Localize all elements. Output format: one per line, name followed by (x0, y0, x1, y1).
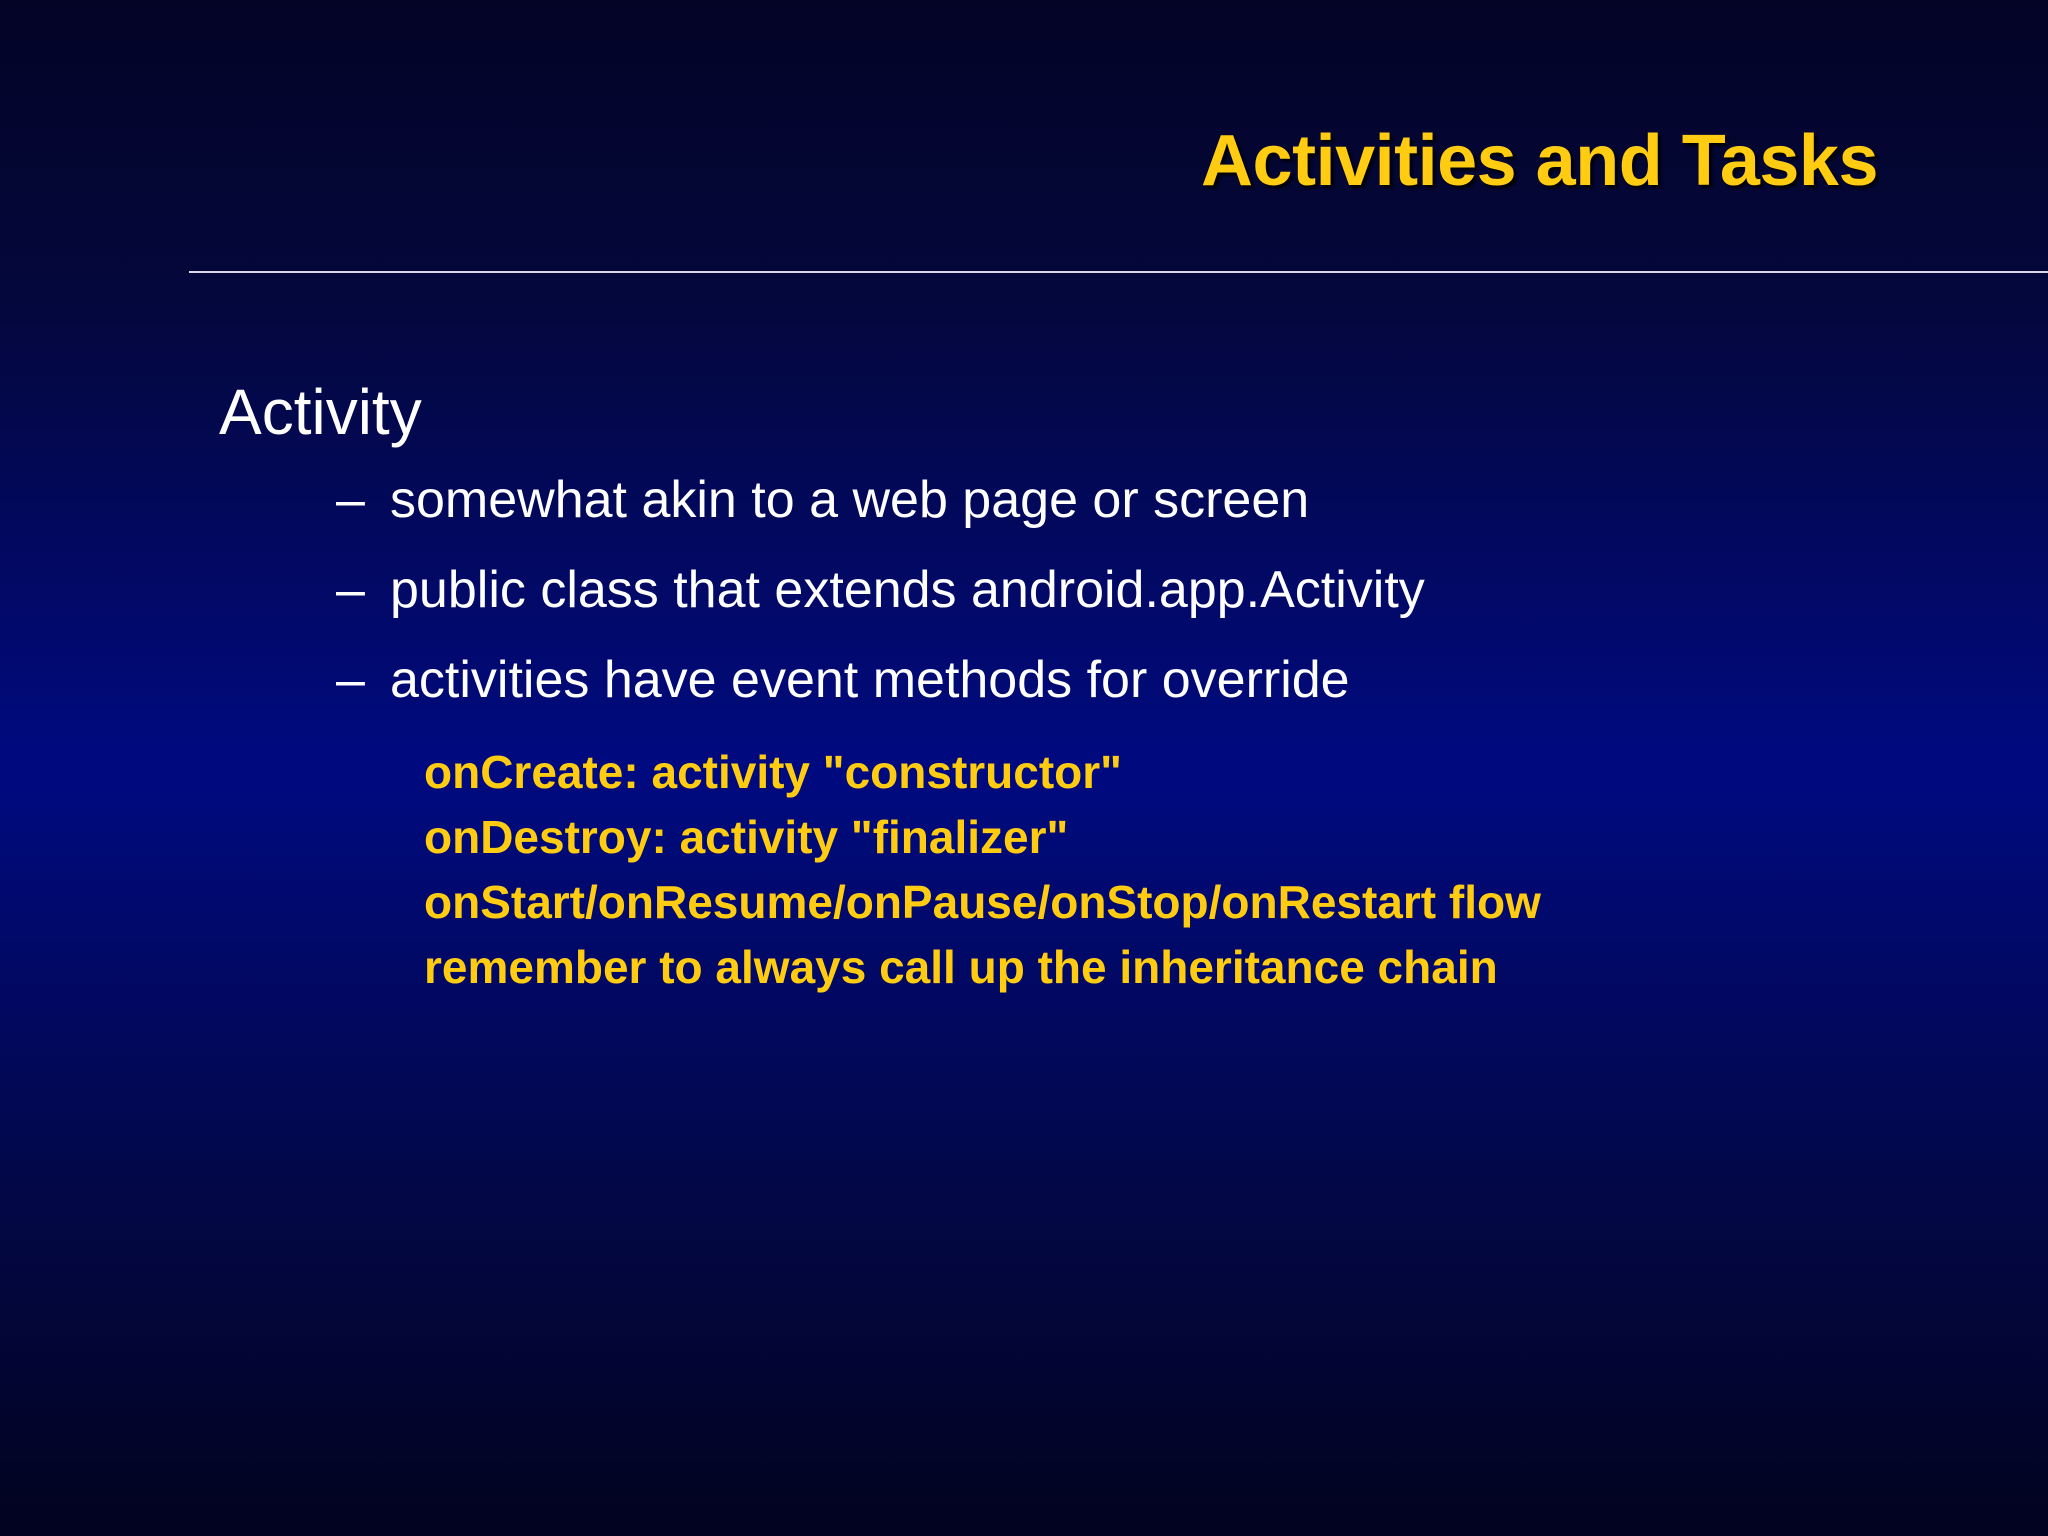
slide-title: Activities and Tasks (1201, 121, 1878, 201)
note-line: onStart/onResume/onPause/onStop/onRestart flow (424, 876, 1541, 928)
title-divider (189, 271, 2048, 273)
note-line: onCreate: activity "constructor" (424, 746, 1122, 798)
note-line: remember to always call up the inheritance chain (424, 941, 1498, 993)
dash-bullet-icon: – (336, 471, 365, 529)
note-line: onDestroy: activity "finalizer" (424, 811, 1069, 863)
bullet-text: somewhat akin to a web page or screen (390, 471, 1310, 529)
bullet-text: public class that extends android.app.Activity (390, 561, 1425, 619)
bullet-text: activities have event methods for override (390, 651, 1350, 709)
dash-bullet-icon: – (336, 651, 365, 709)
dash-bullet-icon: – (336, 561, 365, 619)
event-method-notes (424, 745, 1541, 1005)
section-heading: Activity (219, 376, 422, 448)
